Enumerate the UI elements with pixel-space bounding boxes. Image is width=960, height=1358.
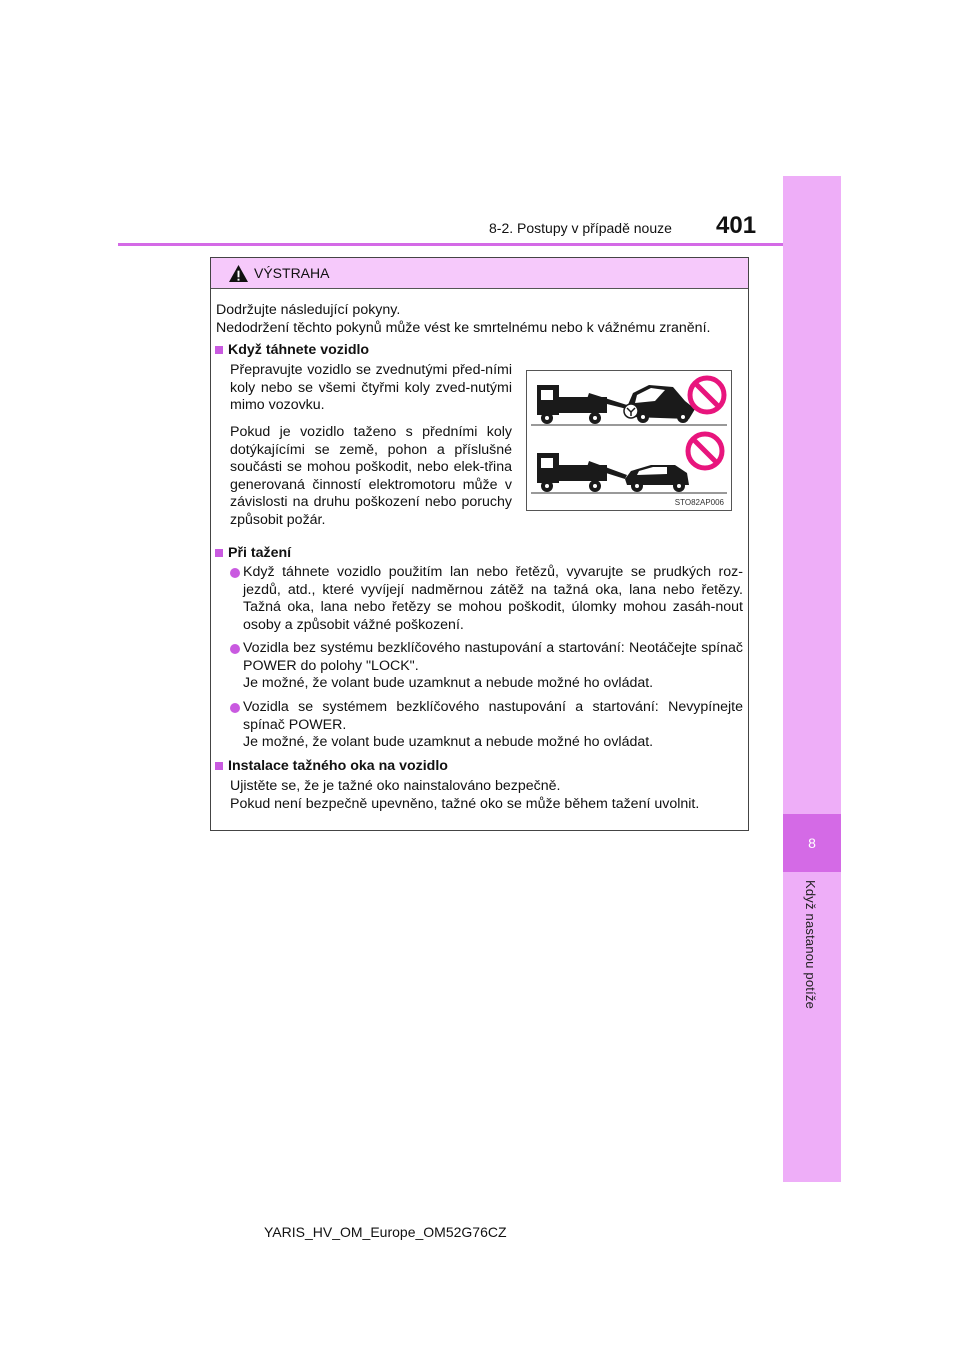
- bullet-item: [230, 640, 743, 693]
- tow-eye-line: Ujistěte se, že je tažné oko nainstalováno bezpečně.: [230, 778, 561, 794]
- tow-scenario-front-down: [531, 434, 727, 493]
- page-number: 401: [716, 212, 757, 239]
- bullet-item: [230, 564, 743, 635]
- bullet-text: Když táhnete vozidlo použitím lan nebo řetězů, vyvarujte se prudkých roz-jezdů, atd., které vyvíjejí nadměrnou zátěž na tažná oka, lana nebo řetězy. Tažná oka, lana nebo řetězy se mohou poškodit, úlomky mohou zasáh-nout osoby a způsobit vážné poškození.: [243, 564, 743, 634]
- bullet-text: Je možné, že volant bude uzamknut a nebude možné ho ovládat.: [243, 675, 654, 692]
- bullet-item: [230, 699, 743, 752]
- round-bullet-icon: [230, 568, 240, 578]
- figure-code: STO82AP006: [674, 498, 724, 507]
- header-rule: [118, 243, 783, 246]
- towing-illustration: [526, 370, 732, 511]
- warning-header: [211, 258, 748, 289]
- document-code: YARIS_HV_OM_Europe_OM52G76CZ: [264, 1224, 507, 1240]
- bullet-text: Vozidla se systémem bezklíčového nastupování a startování: Nevypínejte spínač POWER.: [243, 699, 743, 733]
- intro-line: Nedodržení těchto pokynů může vést ke smrtelnému nebo k vážnému zranění.: [216, 320, 711, 336]
- bullet-text: Je možné, že volant bude uzamknut a nebude možné ho ovládat.: [243, 734, 654, 751]
- towing-paragraph-1: Přepravujte vozidlo se zvednutými před-ními koly nebo se všemi čtyřmi koly zved-nutými mimo vozovku.: [230, 362, 512, 413]
- warning-box: [210, 257, 749, 831]
- intro-line: Dodržujte následující pokyny.: [216, 302, 401, 318]
- chapter-side-tab: [783, 176, 841, 1182]
- chapter-title-vertical: Když nastanou potíže: [803, 880, 818, 1010]
- square-bullet-icon: [215, 762, 223, 770]
- warning-title: VÝSTRAHA: [254, 265, 330, 281]
- section-heading-text: Při tažení: [228, 545, 292, 561]
- bullet-text: Vozidla bez systému bezklíčového nastupování a startování: Neotáčejte spínač POWER do polohy "LOCK".: [243, 640, 743, 674]
- tow-truck-diagram: [527, 371, 731, 510]
- tow-eye-line: Pokud není bezpečně upevněno, tažné oko se může během tažení uvolnit.: [230, 795, 700, 812]
- section-heading-text: Když táhnete vozidlo: [228, 342, 370, 358]
- square-bullet-icon: [215, 549, 223, 557]
- section-heading-text: Instalace tažného oka na vozidlo: [228, 758, 448, 774]
- tow-scenario-rear-lift: [531, 378, 727, 425]
- warning-triangle-icon: [228, 264, 249, 283]
- section-heading-while-towing: [215, 544, 291, 562]
- chapter-number-badge: 8: [783, 814, 841, 872]
- section-heading-tow-eye: [215, 757, 448, 775]
- towing-paragraph-2: Pokud je vozidlo taženo s předními koly dotýkajícími se země, pohon a příslušné součásti se mohou poškodit, nebo elek-třina generovaná činností elektromotoru může v závislosti na druhu poškození nebo poruchy způsobit požár.: [230, 424, 512, 528]
- section-heading-towing: [215, 341, 369, 359]
- square-bullet-icon: [215, 346, 223, 354]
- tow-eye-paragraph: [230, 778, 743, 813]
- warning-intro: [216, 301, 710, 337]
- round-bullet-icon: [230, 703, 240, 713]
- round-bullet-icon: [230, 644, 240, 654]
- section-title: 8-2. Postupy v případě nouze: [489, 220, 672, 236]
